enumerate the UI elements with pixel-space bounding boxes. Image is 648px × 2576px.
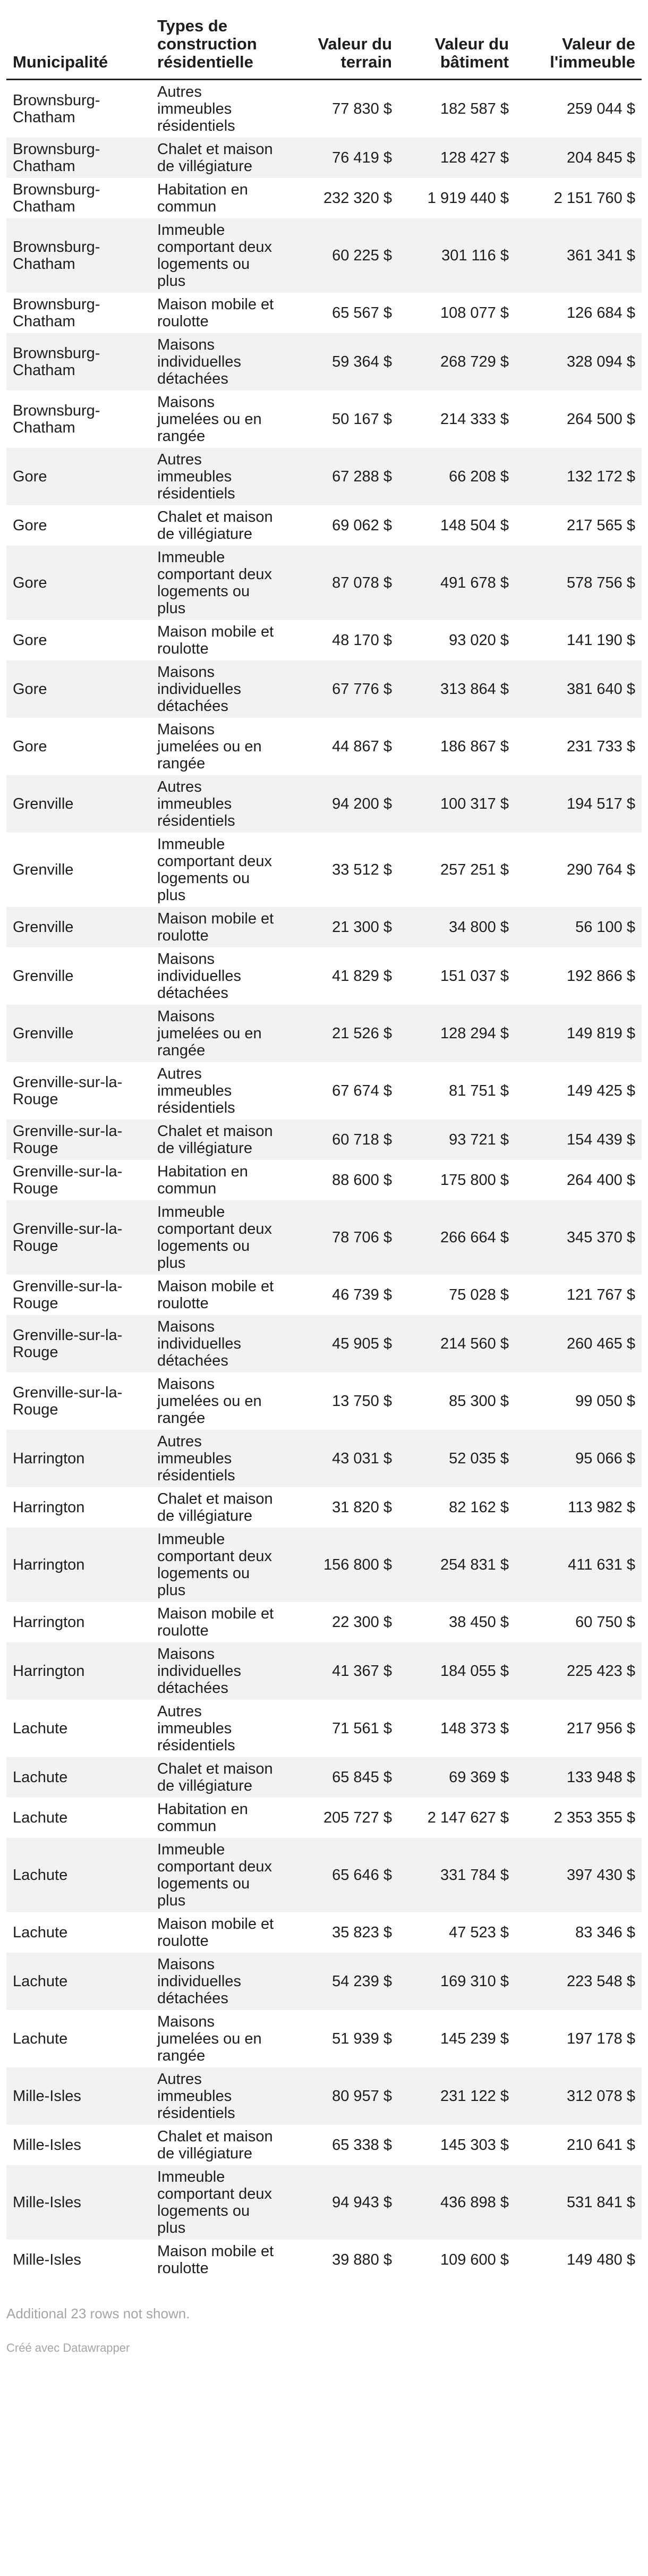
cell-municipalite: Brownsburg-Chatham xyxy=(13,402,100,436)
cell-municipalite: Grenville-sur-la-Rouge xyxy=(13,1384,123,1418)
cell-type: Maisons jumelées ou en rangée xyxy=(157,1376,262,1427)
table-row xyxy=(6,660,642,718)
cell-municipalite: Harrington xyxy=(13,1499,85,1516)
table-row xyxy=(6,833,642,907)
column-header-valeur-immeuble[interactable]: Valeur de l'immeuble xyxy=(515,0,642,80)
cell-valeur-terrain: 35 823 $ xyxy=(332,1924,392,1941)
cell-valeur-terrain: 71 561 $ xyxy=(332,1720,392,1737)
cell-valeur-batiment: 214 333 $ xyxy=(440,411,509,428)
cell-municipalite: Brownsburg-Chatham xyxy=(6,138,151,178)
column-header-valeur-batiment[interactable]: Valeur du bâtiment xyxy=(398,0,515,80)
cell-municipalite: Brownsburg-Chatham xyxy=(6,333,151,391)
cell-valeur-terrain: 22 300 $ xyxy=(332,1614,392,1631)
cell-municipalite: Grenville xyxy=(6,775,151,833)
cell-valeur-immeuble: 126 684 $ xyxy=(566,304,635,321)
cell-valeur-terrain: 13 750 $ xyxy=(332,1393,392,1410)
cell-valeur-batiment: 109 600 $ xyxy=(440,2251,509,2268)
cell-valeur-batiment: 182 587 $ xyxy=(440,100,509,117)
data-table xyxy=(6,0,642,2280)
header-row xyxy=(6,0,642,80)
table-row xyxy=(6,718,642,775)
cell-type: Maison mobile et roulotte xyxy=(157,2243,274,2277)
cell-valeur-terrain: 80 957 $ xyxy=(282,2067,398,2125)
cell-valeur-terrain: 51 939 $ xyxy=(332,2030,392,2047)
cell-valeur-immeuble: 113 982 $ xyxy=(568,1499,635,1516)
cell-valeur-immeuble: 210 641 $ xyxy=(566,2137,635,2154)
cell-type: Immeuble comportant deux logements ou plus xyxy=(151,1528,282,1602)
table-row xyxy=(6,620,642,660)
table-container xyxy=(6,0,642,2355)
table-row xyxy=(6,1798,642,1838)
cell-type: Chalet et maison de villégiature xyxy=(151,138,282,178)
cell-valeur-immeuble: 397 430 $ xyxy=(515,1838,642,1912)
cell-valeur-terrain: 67 674 $ xyxy=(332,1082,392,1099)
table-row xyxy=(6,1120,642,1160)
cell-municipalite: Gore xyxy=(6,546,151,620)
cell-type: Maison mobile et roulotte xyxy=(151,907,282,947)
cell-valeur-terrain: 50 167 $ xyxy=(332,411,392,428)
table-row xyxy=(6,1528,642,1602)
datawrapper-credit: Créé avec Datawrapper xyxy=(6,2341,130,2354)
cell-type: Maisons jumelées ou en rangée xyxy=(157,2013,262,2064)
cell-valeur-immeuble: 56 100 $ xyxy=(515,907,642,947)
cell-valeur-batiment: 1 919 440 $ xyxy=(427,190,509,207)
cell-valeur-immeuble: 578 756 $ xyxy=(515,546,642,620)
cell-municipalite: Harrington xyxy=(13,1614,85,1631)
cell-type: Maisons individuelles détachées xyxy=(151,333,282,391)
cell-type: Autres immeubles résidentiels xyxy=(151,2067,282,2125)
cell-valeur-terrain: 87 078 $ xyxy=(282,546,398,620)
cell-valeur-terrain: 77 830 $ xyxy=(332,100,392,117)
cell-valeur-batiment: 93 721 $ xyxy=(398,1120,515,1160)
table-header xyxy=(6,0,642,80)
table-row xyxy=(6,1642,642,1700)
cell-type: Immeuble comportant deux logements ou plus xyxy=(157,836,272,904)
cell-valeur-batiment: 169 310 $ xyxy=(398,1953,515,2010)
cell-type: Maison mobile et roulotte xyxy=(157,1278,274,1312)
cell-municipalite: Grenville xyxy=(6,1005,151,1062)
cell-valeur-terrain: 45 905 $ xyxy=(282,1315,398,1372)
table-row xyxy=(6,138,642,178)
table-row xyxy=(6,1160,642,1200)
cell-type: Chalet et maison de villégiature xyxy=(151,1120,282,1160)
cell-valeur-immeuble: 141 190 $ xyxy=(566,632,635,649)
cell-municipalite: Grenville-sur-la-Rouge xyxy=(6,1120,151,1160)
rows-not-shown-note: Additional 23 rows not shown. xyxy=(6,2306,190,2321)
cell-type: Maison mobile et roulotte xyxy=(157,296,274,330)
cell-type: Maisons individuelles détachées xyxy=(151,1642,282,1700)
cell-municipalite: Mille-Isles xyxy=(6,2067,151,2125)
cell-type: Maisons individuelles détachées xyxy=(151,1315,282,1372)
table-row xyxy=(6,333,642,391)
table-row xyxy=(6,1200,642,1275)
cell-valeur-immeuble: 259 044 $ xyxy=(566,100,635,117)
cell-valeur-terrain: 59 364 $ xyxy=(282,333,398,391)
cell-municipalite: Grenville-sur-la-Rouge xyxy=(6,1315,151,1372)
cell-valeur-immeuble: 2 151 760 $ xyxy=(553,190,635,207)
table-row xyxy=(6,1275,642,1315)
cell-type: Chalet et maison de villégiature xyxy=(157,2128,273,2162)
cell-valeur-batiment: 128 427 $ xyxy=(398,138,515,178)
cell-valeur-immeuble: 194 517 $ xyxy=(515,775,642,833)
cell-municipalite: Lachute xyxy=(6,1838,151,1912)
cell-municipalite: Grenville xyxy=(13,968,74,985)
table-row xyxy=(6,1430,642,1487)
cell-valeur-immeuble: 217 956 $ xyxy=(566,1720,635,1737)
cell-valeur-terrain: 21 300 $ xyxy=(282,907,398,947)
column-header-valeur-terrain[interactable]: Valeur du terrain xyxy=(282,0,398,80)
cell-valeur-immeuble: 149 425 $ xyxy=(566,1082,635,1099)
cell-valeur-batiment: 93 020 $ xyxy=(449,632,509,649)
table-row xyxy=(6,218,642,293)
cell-municipalite: Gore xyxy=(13,738,47,755)
cell-type: Immeuble comportant deux logements ou plus xyxy=(151,546,282,620)
cell-valeur-immeuble: 60 750 $ xyxy=(575,1614,635,1631)
cell-type: Autres immeubles résidentiels xyxy=(157,1703,235,1754)
cell-municipalite: Grenville-sur-la-Rouge xyxy=(13,1074,123,1108)
cell-municipalite: Grenville xyxy=(6,907,151,947)
cell-valeur-batiment: 82 162 $ xyxy=(449,1499,509,1516)
cell-valeur-terrain: 44 867 $ xyxy=(332,738,392,755)
cell-valeur-batiment: 214 560 $ xyxy=(398,1315,515,1372)
cell-municipalite: Brownsburg-Chatham xyxy=(13,92,100,126)
table-row xyxy=(6,1487,642,1528)
cell-valeur-immeuble: 132 172 $ xyxy=(515,448,642,505)
cell-municipalite: Grenville xyxy=(13,861,74,878)
cell-valeur-immeuble: 133 948 $ xyxy=(515,1757,642,1798)
cell-valeur-immeuble: 217 565 $ xyxy=(566,517,635,534)
table-row xyxy=(6,178,642,218)
table-row xyxy=(6,1757,642,1798)
cell-municipalite: Grenville-sur-la-Rouge xyxy=(6,1200,151,1275)
cell-valeur-terrain: 78 706 $ xyxy=(282,1200,398,1275)
cell-valeur-immeuble: 231 733 $ xyxy=(566,738,635,755)
cell-valeur-immeuble: 154 439 $ xyxy=(515,1120,642,1160)
cell-type: Maison mobile et roulotte xyxy=(157,1605,274,1639)
cell-valeur-batiment: 34 800 $ xyxy=(398,907,515,947)
cell-municipalite: Lachute xyxy=(13,2030,68,2047)
table-row xyxy=(6,2010,642,2067)
cell-valeur-immeuble: 411 631 $ xyxy=(515,1528,642,1602)
cell-valeur-batiment: 108 077 $ xyxy=(440,304,509,321)
table-row xyxy=(6,448,642,505)
cell-valeur-immeuble: 531 841 $ xyxy=(515,2165,642,2240)
cell-municipalite: Grenville-sur-la-Rouge xyxy=(13,1163,123,1197)
cell-valeur-batiment: 331 784 $ xyxy=(398,1838,515,1912)
cell-valeur-immeuble: 204 845 $ xyxy=(515,138,642,178)
cell-valeur-batiment: 301 116 $ xyxy=(398,218,515,293)
cell-valeur-batiment: 257 251 $ xyxy=(440,861,509,878)
cell-valeur-batiment: 38 450 $ xyxy=(449,1614,509,1631)
cell-valeur-batiment: 148 373 $ xyxy=(440,1720,509,1737)
table-row xyxy=(6,1062,642,1120)
cell-municipalite: Brownsburg-Chatham xyxy=(13,296,100,330)
cell-valeur-immeuble: 192 866 $ xyxy=(566,968,635,985)
cell-type: Chalet et maison de villégiature xyxy=(157,1490,273,1524)
cell-valeur-immeuble: 290 764 $ xyxy=(566,861,635,878)
cell-valeur-batiment: 184 055 $ xyxy=(398,1642,515,1700)
cell-municipalite: Gore xyxy=(13,632,47,649)
cell-valeur-batiment: 52 035 $ xyxy=(398,1430,515,1487)
cell-type: Maisons individuelles détachées xyxy=(157,951,241,1002)
cell-valeur-terrain: 65 338 $ xyxy=(332,2137,392,2154)
cell-type: Maisons jumelées ou en rangée xyxy=(157,394,262,445)
cell-type: Autres immeubles résidentiels xyxy=(151,1430,282,1487)
cell-valeur-batiment: 85 300 $ xyxy=(449,1393,509,1410)
cell-type: Habitation en commun xyxy=(157,181,248,215)
cell-valeur-terrain: 41 367 $ xyxy=(282,1642,398,1700)
cell-valeur-terrain: 33 512 $ xyxy=(332,861,392,878)
cell-valeur-terrain: 43 031 $ xyxy=(282,1430,398,1487)
cell-municipalite: Grenville-sur-la-Rouge xyxy=(13,1278,123,1312)
cell-valeur-immeuble: 2 353 355 $ xyxy=(553,1809,635,1826)
cell-valeur-terrain: 67 288 $ xyxy=(282,448,398,505)
cell-valeur-immeuble: 99 050 $ xyxy=(575,1393,635,1410)
cell-valeur-immeuble: 328 094 $ xyxy=(515,333,642,391)
cell-valeur-batiment: 69 369 $ xyxy=(398,1757,515,1798)
cell-type: Autres immeubles résidentiels xyxy=(151,448,282,505)
cell-valeur-terrain: 94 200 $ xyxy=(282,775,398,833)
cell-valeur-immeuble: 223 548 $ xyxy=(515,1953,642,2010)
column-header-municipalite[interactable]: Municipalité xyxy=(6,0,151,80)
cell-type: Autres immeubles résidentiels xyxy=(151,775,282,833)
table-body xyxy=(6,80,642,2281)
cell-valeur-batiment: 75 028 $ xyxy=(449,1286,509,1303)
cell-valeur-terrain: 65 646 $ xyxy=(282,1838,398,1912)
table-row xyxy=(6,907,642,947)
table-row xyxy=(6,546,642,620)
cell-municipalite: Gore xyxy=(6,448,151,505)
cell-municipalite: Lachute xyxy=(6,1757,151,1798)
cell-valeur-immeuble: 149 480 $ xyxy=(566,2251,635,2268)
cell-valeur-batiment: 2 147 627 $ xyxy=(427,1809,509,1826)
cell-municipalite: Mille-Isles xyxy=(6,2165,151,2240)
cell-valeur-terrain: 60 225 $ xyxy=(282,218,398,293)
cell-valeur-terrain: 54 239 $ xyxy=(282,1953,398,2010)
cell-valeur-immeuble: 381 640 $ xyxy=(515,660,642,718)
cell-valeur-terrain: 31 820 $ xyxy=(332,1499,392,1516)
table-row xyxy=(6,775,642,833)
cell-valeur-immeuble: 361 341 $ xyxy=(515,218,642,293)
cell-valeur-terrain: 39 880 $ xyxy=(332,2251,392,2268)
table-row xyxy=(6,1372,642,1430)
cell-valeur-batiment: 175 800 $ xyxy=(440,1172,509,1189)
table-row xyxy=(6,1912,642,1953)
cell-valeur-batiment: 47 523 $ xyxy=(449,1924,509,1941)
cell-type: Immeuble comportant deux logements ou plus xyxy=(151,1200,282,1275)
column-header-type[interactable]: Types de construction résidentielle xyxy=(151,0,282,80)
cell-valeur-batiment: 145 303 $ xyxy=(440,2137,509,2154)
cell-valeur-immeuble: 197 178 $ xyxy=(566,2030,635,2047)
cell-type: Immeuble comportant deux logements ou plus xyxy=(151,1838,282,1912)
cell-valeur-batiment: 254 831 $ xyxy=(398,1528,515,1602)
cell-valeur-terrain: 69 062 $ xyxy=(332,517,392,534)
cell-municipalite: Lachute xyxy=(13,1924,68,1941)
cell-valeur-immeuble: 149 819 $ xyxy=(515,1005,642,1062)
cell-type: Maison mobile et roulotte xyxy=(157,623,274,657)
cell-municipalite: Brownsburg-Chatham xyxy=(13,181,100,215)
cell-municipalite: Gore xyxy=(6,660,151,718)
cell-type: Maisons individuelles détachées xyxy=(151,1953,282,2010)
cell-valeur-terrain: 65 567 $ xyxy=(332,304,392,321)
cell-valeur-immeuble: 83 346 $ xyxy=(575,1924,635,1941)
cell-valeur-terrain: 88 600 $ xyxy=(332,1172,392,1189)
cell-municipalite: Lachute xyxy=(13,1809,68,1826)
cell-valeur-immeuble: 95 066 $ xyxy=(515,1430,642,1487)
cell-valeur-terrain: 21 526 $ xyxy=(282,1005,398,1062)
table-row xyxy=(6,947,642,1005)
cell-valeur-batiment: 268 729 $ xyxy=(398,333,515,391)
cell-valeur-terrain: 76 419 $ xyxy=(282,138,398,178)
cell-municipalite: Mille-Isles xyxy=(13,2251,81,2268)
cell-valeur-terrain: 41 829 $ xyxy=(332,968,392,985)
cell-valeur-batiment: 266 664 $ xyxy=(398,1200,515,1275)
cell-valeur-batiment: 81 751 $ xyxy=(449,1082,509,1099)
cell-valeur-terrain: 60 718 $ xyxy=(282,1120,398,1160)
cell-valeur-batiment: 145 239 $ xyxy=(440,2030,509,2047)
cell-type: Chalet et maison de villégiature xyxy=(157,509,273,543)
cell-municipalite: Lachute xyxy=(6,1953,151,2010)
cell-municipalite: Harrington xyxy=(6,1430,151,1487)
cell-valeur-batiment: 186 867 $ xyxy=(440,738,509,755)
table-row xyxy=(6,2240,642,2280)
cell-valeur-immeuble: 225 423 $ xyxy=(515,1642,642,1700)
cell-municipalite: Harrington xyxy=(6,1642,151,1700)
cell-valeur-batiment: 151 037 $ xyxy=(440,968,509,985)
cell-valeur-immeuble: 121 767 $ xyxy=(566,1286,635,1303)
cell-type: Immeuble comportant deux logements ou plus xyxy=(151,2165,282,2240)
table-row xyxy=(6,505,642,546)
cell-valeur-batiment: 436 898 $ xyxy=(398,2165,515,2240)
cell-type: Autres immeubles résidentiels xyxy=(157,83,235,134)
cell-valeur-terrain: 156 800 $ xyxy=(282,1528,398,1602)
cell-type: Maisons individuelles détachées xyxy=(151,660,282,718)
cell-valeur-terrain: 67 776 $ xyxy=(282,660,398,718)
cell-valeur-batiment: 148 504 $ xyxy=(440,517,509,534)
table-row xyxy=(6,1838,642,1912)
table-row xyxy=(6,1700,642,1757)
cell-valeur-terrain: 232 320 $ xyxy=(323,190,392,207)
cell-type: Chalet et maison de villégiature xyxy=(151,1757,282,1798)
table-row xyxy=(6,293,642,333)
cell-valeur-batiment: 128 294 $ xyxy=(398,1005,515,1062)
cell-valeur-batiment: 313 864 $ xyxy=(398,660,515,718)
cell-valeur-terrain: 65 845 $ xyxy=(282,1757,398,1798)
table-row xyxy=(6,2165,642,2240)
cell-valeur-terrain: 48 170 $ xyxy=(332,632,392,649)
cell-valeur-immeuble: 312 078 $ xyxy=(515,2067,642,2125)
table-row xyxy=(6,2125,642,2165)
cell-valeur-terrain: 46 739 $ xyxy=(332,1286,392,1303)
cell-type: Maison mobile et roulotte xyxy=(157,1916,274,1950)
cell-municipalite: Lachute xyxy=(13,1720,68,1737)
cell-valeur-batiment: 66 208 $ xyxy=(398,448,515,505)
table-row xyxy=(6,1953,642,2010)
cell-valeur-terrain: 205 727 $ xyxy=(323,1809,392,1826)
cell-municipalite: Brownsburg-Chatham xyxy=(6,218,151,293)
cell-valeur-immeuble: 260 465 $ xyxy=(515,1315,642,1372)
cell-municipalite: Harrington xyxy=(6,1528,151,1602)
table-row xyxy=(6,80,642,138)
cell-type: Maisons jumelées ou en rangée xyxy=(157,721,262,772)
table-row xyxy=(6,391,642,448)
cell-valeur-immeuble: 264 400 $ xyxy=(566,1172,635,1189)
table-row xyxy=(6,2067,642,2125)
cell-valeur-batiment: 100 317 $ xyxy=(398,775,515,833)
cell-valeur-batiment: 491 678 $ xyxy=(398,546,515,620)
cell-type: Habitation en commun xyxy=(157,1163,248,1197)
table-row xyxy=(6,1005,642,1062)
cell-municipalite: Gore xyxy=(13,517,47,534)
cell-valeur-batiment: 231 122 $ xyxy=(398,2067,515,2125)
cell-valeur-immeuble: 264 500 $ xyxy=(566,411,635,428)
cell-type: Autres immeubles résidentiels xyxy=(157,1065,235,1116)
table-row xyxy=(6,1315,642,1372)
cell-type: Maisons jumelées ou en rangée xyxy=(151,1005,282,1062)
cell-municipalite: Mille-Isles xyxy=(13,2137,81,2154)
cell-valeur-immeuble: 345 370 $ xyxy=(515,1200,642,1275)
cell-type: Habitation en commun xyxy=(157,1801,248,1835)
cell-valeur-terrain: 94 943 $ xyxy=(282,2165,398,2240)
table-row xyxy=(6,1602,642,1642)
cell-type: Immeuble comportant deux logements ou plus xyxy=(151,218,282,293)
